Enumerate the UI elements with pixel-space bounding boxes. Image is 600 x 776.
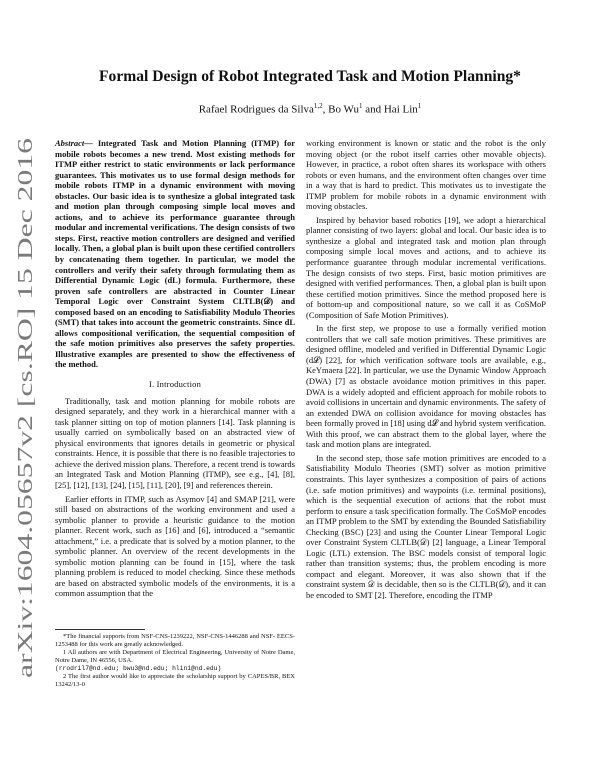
abstract-text: — Integrated Task and Motion Planning (ITMP) for mobile robots becomes a new trend. Most existing methods for ITMP either restrict to static environments or lack performance guarantees. This motivates us to use formal design methods for mobile robots ITMP in a dynamic environment with moving obstacles. Our basic idea is to synthesize a global integrated task and motion plan through composing simple local moves and actions, and to achieve its performance guarantee through modular and incremental verifications. The design consists of two steps. First, reactive motion controllers are designed and verified locally. Then, a global plan is built upon these certified controllers by concatenating them together. In particular, we model the controllers and verify their safety through formulating them as Differential Dynamic Logic (dL) formula. Furthermore, these proven safe controllers are abstracted in Counter Linear Temporal Logic over Constraint System CLTLB(𝒟) and composed based on an encoding to Satisfiability Modulo Theories (SMT) that takes into account the geometric constraints. Since dL allows compositional verification, the sequential composition of the safe motion primitives also preserves the safety properties. Illustrative examples are presented to show the effectiveness of the method.: [55, 138, 295, 370]
footnote-emails: (rrodril7@nd.edu; bwu3@nd.edu; hlin1@nd.edu): [55, 665, 222, 672]
footnote-funding: *The financial supports from NSF-CNS-1239222, NSF-CNS-1446288 and NSF- EECS-1253488 for this work are greatly acknowledged.: [55, 633, 295, 648]
right-column: [306, 138, 546, 604]
intro-paragraph-1: Traditionally, task and motion planning for mobile robots are designed separately, and they work in a hierarchical manner with a task planner sitting on top of motion planners [14]. Task planning is usually carried on symbolically based on an abstracted view of physical environments that ignores details in geometric or physical constraints. Hence, it is possible that there is no feasible trajectories to achieve the derived mission plans. Therefore, a recent trend is towards an Integrated Task and Motion Planning (ITMP), see e.g., [4], [8], [25], [12], [13], [24], [15], [11], [20], [9] and references therein.: [55, 395, 295, 490]
author-1: Rafael Rodrigues da Silva: [198, 103, 314, 116]
paper-title: Formal Design of Robot Integrated Task and Motion Planning*: [99, 68, 521, 85]
footnote-rule: [55, 629, 145, 630]
author-3-affil: 1: [417, 102, 422, 110]
author-2: , Bo Wu: [322, 103, 359, 116]
intro-paragraph-2: Earlier efforts in ITMP, such as Asymov [4] and SMAP [21], were still based on abstractions of the working environment and used a symbolic planner to provide a heuristic guidance to the motion planner. Recent work, such as [16] and [6], introduced a “semantic attachment,” i.e. a predicate that is solved by a motion planner, to the symbolic planner. An overview of the recent developments in the symbolic motion planning can be found in [15], where the task planning problem is reduced to model checking. Since these methods are based on abstracted symbolic models of the environments, it is a common assumption that the: [55, 493, 295, 599]
right-paragraph-4: In the second step, those safe motion primitives are encoded to a Satisfiability Modulo Theories (SMT) solver as motion primitive constraints. This layer synthesizes a composition of pairs of actions (i.e. safe motion primitives) and waypoints (i.e. terminal positions), which is the sequential execution of actions that the robot must perform to ensure a task specification formally. The CoSMoP encodes an ITMP problem to the SMT by extending the Bounded Satisfiability Checking (BSC) [23] and using the Counter Linear Temporal Logic over Constraint System CLTLB(𝒟) [2] language, a Linear Temporal Logic (LTL) extension. The BSC models consist of temporal logic rather than transition systems; thus, the problem encoding is more compact and elegant. Moreover, it was also shown that if the constraint system 𝒟 is decidable, then so is the CLTLB(𝒟), and it can be encoded to SMT [2]. Therefore, encoding the ITMP: [306, 452, 546, 600]
footnote-scholarship: 2 The first author would like to appreciate the scholarship support by CAPES/BR, BEX 13242/13-0: [55, 673, 295, 688]
arxiv-stamp-text: arXiv:1604.05657v2 [cs.RO] 15 Dec 2016: [13, 311, 37, 678]
author-1-affil: 1,2: [313, 102, 323, 110]
author-2-affil: 1: [358, 102, 363, 110]
section-heading-introduction: I. Introduction: [148, 379, 202, 390]
footnote-affiliation: 1 All authors are with Department of Electrical Engineering, University of Notre Dame, Notre Dame, IN 46556, USA.: [55, 649, 295, 664]
right-paragraph-1: working environment is known or static and the robot is the only moving object (or the robot itself carries other movable objects). However, in practice, a robot often shares its workspace with others robots or even humans, and the environment often changes over time in a way that is hard to predict. This motivates us to investigate the ITMP problem for mobile robots in a dynamic environment with moving obstacles.: [306, 138, 546, 212]
right-paragraph-3: In the first step, we propose to use a formally verified motion controllers that we call safe motion primitives. These primitives are designed offline, modeled and verified in Differential Dynamic Logic (d𝓛) [22], for which verification software tools are available, e.g., KeYmaera [22]. In particular, we use the Dynamic Window Approach (DWA) [7] as obstacle avoidance motion primitives in this paper. DWA is a widely adopted and efficient approach for mobile robots to avoid collisions in uncertain and dynamic environments. The safety of an extended DWA on collision avoidance for moving obstacles has been formally proved in [18] using d𝓛 and hybrid system verification. With this proof, we can abstract them to the global layer, where the task and motion plans are integrated.: [306, 323, 546, 450]
author-line: [40, 99, 580, 117]
abstract-lead: Abstract: [55, 138, 85, 148]
footnotes: [55, 629, 295, 689]
left-column: [55, 138, 295, 602]
right-paragraph-2: Inspired by behavior based robotics [19], we adopt a hierarchical planner consisting of two layers: global and local. Our basic idea is to synthesize a global and integrated task and motion plan through composing simple local moves and actions, and to achieve its performance guarantee through modular incremental verifications. The design consists of two steps. First, basic motion primitives are designed with verified performances. Then, a global plan is built upon these certified motion primitives. Since the method proposed here is of bottom-up and compositional nature, so we call it as CoSMoP (Composition of Safe Motion Primitives).: [306, 214, 546, 320]
abstract: [55, 138, 295, 370]
author-3: and Hai Lin: [362, 103, 418, 116]
arxiv-stamp: [2, 130, 44, 690]
